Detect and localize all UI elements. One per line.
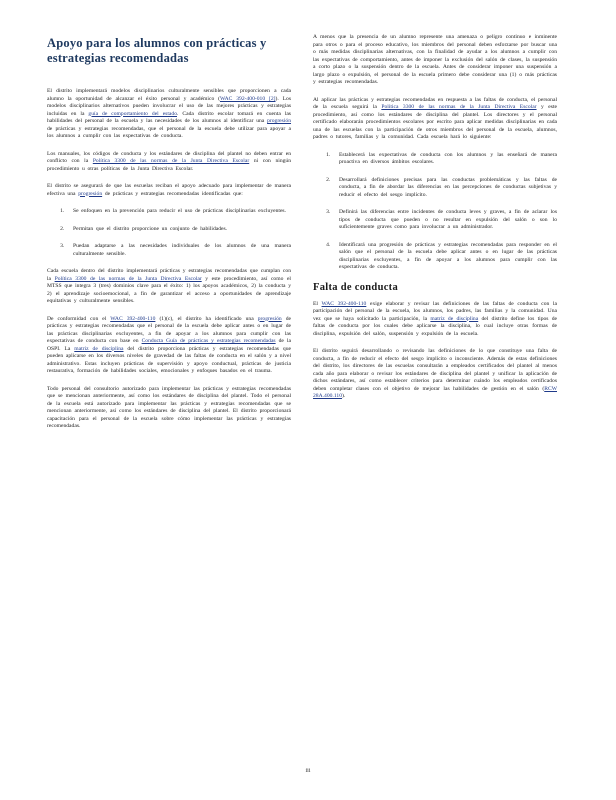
text: El [313, 300, 322, 307]
text: A menos que la presencia de un alumno represente una amenaza o peligro continuo e inminente para otros o para el proceso educativo, los miembros del personal deben esforzarse por buscar una o más medidas disciplinarias alternativas, con la finalidad de ayudar a los alumnos a cumplir con las expectativas de comportamiento, antes de imponer la exclusión del salón de clases, la suspensión a corto plazo o la suspensión dentro de la escuela. Antes de considerar imponer una suspensión a largo plazo o expulsión, el personal de la escuela primero debe considerar una (1) o más prácticas y estrategias recomendadas. [313, 34, 557, 85]
list-item: 2. Desarrollará definiciones precisas para las conductas problemáticas y las faltas de conducta, a fin de abordar las diferencias en las percepciones de conductas subjetivas y reducir el efecto del sesgo implícito. [333, 177, 557, 200]
link-conduct-guide[interactable]: Conducta Guía de prácticas y estrategias recomendadas [141, 338, 276, 344]
school-list [313, 152, 557, 272]
left-column [47, 36, 291, 441]
text: El distrito seguirá desarrollando o revisando las definiciones de lo que constituye una falta de conducta, a fin de reducir el efecto del sesgo implícito o inconsciente. Además de estas definiciones del distrito, los directores de las escuelas consultarán a empleados certificados del plantel al menos cada año para elaborar o revisar los estándares de disciplina del plantel y unificar la aplicación de dichos estándares, así como establecer criterios para determinar cuándo los empleados certificados deben completar clases con el objetivo de mejorar las habilidades de gestión en el salón ( [313, 348, 557, 392]
text: . Cada distrito escolar tomará en cuenta las habilidades del personal de la escuela y las necesidades de los alumnos al identificar una [47, 110, 291, 124]
list-item: 3. Puedan adaptarse a las necesidades individuales de los alumnos de una manera culturalmente sensible. [67, 243, 291, 258]
link-policy-3300[interactable]: Política 3300 de las normas de la Junta Directiva Escolar [54, 275, 202, 282]
section-title: Apoyo para los alumnos con prácticas y estrategias recomendadas [47, 36, 267, 65]
list-item: 4. Identificará una progresión de prácticas y estrategias recomendadas para responder en el salón que el personal de la escuela debe aplicar antes o en lugar de las prácticas disciplinarias excluyentes, a fin de apoyar a los alumnos para cumplir con las expectativas de conducta. [333, 242, 557, 272]
link-discipline-matrix[interactable]: matriz de disciplina [430, 315, 479, 322]
list-item: 1. Se enfoquen en la prevención para reducir el uso de prácticas disciplinarias excluyentes. [67, 208, 291, 216]
paragraph-intro [47, 88, 291, 141]
link-policy-3300[interactable]: Política 3300 de las normas de la Junta Directiva Escolar [381, 104, 537, 110]
link-progression[interactable]: progresión [78, 190, 103, 197]
text: Los manuales, los códigos de conducta y los estándares de disciplina del plantel no deben entrar en conflicto con la [47, 150, 291, 164]
paragraph-bias [313, 348, 557, 401]
link-wac-110[interactable]: WAC 392-400-110 [110, 315, 156, 322]
link-wac-110[interactable]: WAC 392-400-110 [321, 300, 367, 307]
text: Al aplicar las prácticas y estrategias recomendadas en respuesta a las faltas de conducta, el personal de la escuela seguirá la [313, 96, 557, 110]
text: y este procedimiento, así como los estándares de disciplina del plantel. Los directores y el personal certificado elaborarán procedimientos escolares por escrito para aplicar medidas disciplinarias en cada una de las escuelas con la participación de otros miembros del personal de la escuela, alumnos, padres o tutores, familias y la comunidad. Cada escuela hará lo siguiente: [313, 104, 558, 140]
link-behavior-guide[interactable]: guía de comportamiento del estado [88, 110, 177, 117]
text: del distrito define los tipos de faltas de conducta por los cuales debe aplicarse la disciplina, lo cual incluye otras formas de disciplina, expulsión del salón, suspensión y expulsión de la escuela. [313, 315, 557, 337]
link-discipline-matrix[interactable]: matriz de disciplina [74, 345, 124, 352]
link-policy-3300[interactable]: Política 3300 de las normas de la Junta Directiva Escolar [92, 158, 250, 164]
right-column [313, 34, 557, 411]
text: ). [342, 393, 346, 399]
text: ). Los modelos disciplinarios alternativos pueden involucrar el uso de las mejores prácticas y estrategias incluidas en la [47, 95, 291, 117]
link-progression[interactable]: progresión [267, 118, 291, 124]
paragraph-mtss [47, 268, 291, 306]
list-item: 2. Permitan que el distrito proporcione un conjunto de habilidades. [67, 226, 291, 234]
text: Cada escuela dentro del distrito implementará prácticas y estrategias recomendadas que cumplan con la [47, 268, 291, 282]
text: y este procedimiento, así como el MTSS que integra 3 (tres) dominios clave para el éxito: 1) los apoyos académicos, 2) la conducta y 2) el aprendizaje socioemocional, a fin de garantizar el acceso a oportunidades de aprendizaje equitativas y culturalmente sensibles. [47, 275, 291, 304]
support-list [47, 208, 291, 258]
link-progression[interactable]: progresión [257, 315, 282, 322]
text: de la OSPI. La [47, 338, 291, 352]
text: Todo personal del consultorio autorizado para implementar las prácticas y estrategias recomendadas que se mencionan anteriormente, así como los estándares de disciplina del plantel. Todo el personal de la escuela está autorizado para implementar las prácticas y estrategias recomendadas que se mencionan anteriormente, así como los estándares de disciplina del plantel. El distrito proporcionará capacitación para el personal de la escuela sobre cómo implementar las prácticas y estrategias recomendadas. [47, 385, 291, 429]
list-item: 1. Establecerá las expectativas de conducta con los alumnos y las enseñará de manera proactiva en diversos ámbitos escolares. [333, 152, 557, 167]
paragraph-wac-110 [47, 316, 291, 376]
text: De conformidad con el [47, 315, 111, 322]
paragraph-presence [313, 34, 557, 87]
text: de prácticas y estrategias recomendadas que el personal de la escuela debe aplicar antes o en lugar de las prácticas disciplinarias excluyentes, a fin de apoyar a los alumnos para cumplir con las expectativas de conducta con base en [47, 315, 291, 344]
text: de prácticas y estrategias recomendadas, que el personal de la escuela debe utilizar para apoyar a los alumnos a cumplir con las expectativas de conducta. [47, 125, 291, 139]
text: ni con ningún procedimiento u otras políticas de la Junta Directiva Escolar. [47, 158, 292, 172]
paragraph-definitions [313, 301, 557, 339]
page-number: iii [305, 768, 311, 774]
list-item: 3. Definirá las diferencias entre incidentes de conducta leves y graves, a fin de aclarar los tipos de conducta que pueden o no resultar en expulsión del salón o son lo suficientemente graves como para involucrar a un administrador. [333, 209, 557, 232]
text: del distrito proporciona prácticas y estrategias recomendadas que pueden aplicarse en los diversos niveles de gravedad de las faltas de conducta en el salón y a nivel administrativo. Estas incluyen prácticas de supervisión y apoyo conductual, prácticas de justicia restaurativa, formación de habilidades sociales, emocionales y enfoques basados en el trauma. [47, 345, 291, 374]
text: (1)(c), el distrito ha identificado una [155, 315, 258, 322]
text: de prácticas y estrategias recomendadas identificadas que: [102, 190, 243, 197]
paragraph-support [47, 183, 291, 198]
section-heading: Falta de conducta [313, 281, 399, 293]
link-rcw[interactable]: RCW 28A.400.110 [313, 385, 557, 399]
paragraph-manuals [47, 151, 291, 174]
paragraph-apply [313, 97, 557, 142]
text: exige elaborar y revisar las definiciones de las faltas de conducta con la participación del personal de la escuela, los alumnos, los padres, las familias y la comunidad. Una vez que se haya solicitado la participación, la [313, 300, 557, 322]
text: El distrito implementará modelos disciplinarios culturalmente sensibles que proporcionen a cada alumno la oportunidad de alcanzar el éxito personal y académico ( [47, 88, 291, 102]
link-wac-010[interactable]: WAC 392-400-010 [2] [219, 95, 276, 102]
paragraph-staff [47, 386, 291, 431]
text: El distrito se asegurará de que las escuelas reciban el apoyo adecuado para implementar de manera efectiva una [47, 183, 291, 197]
